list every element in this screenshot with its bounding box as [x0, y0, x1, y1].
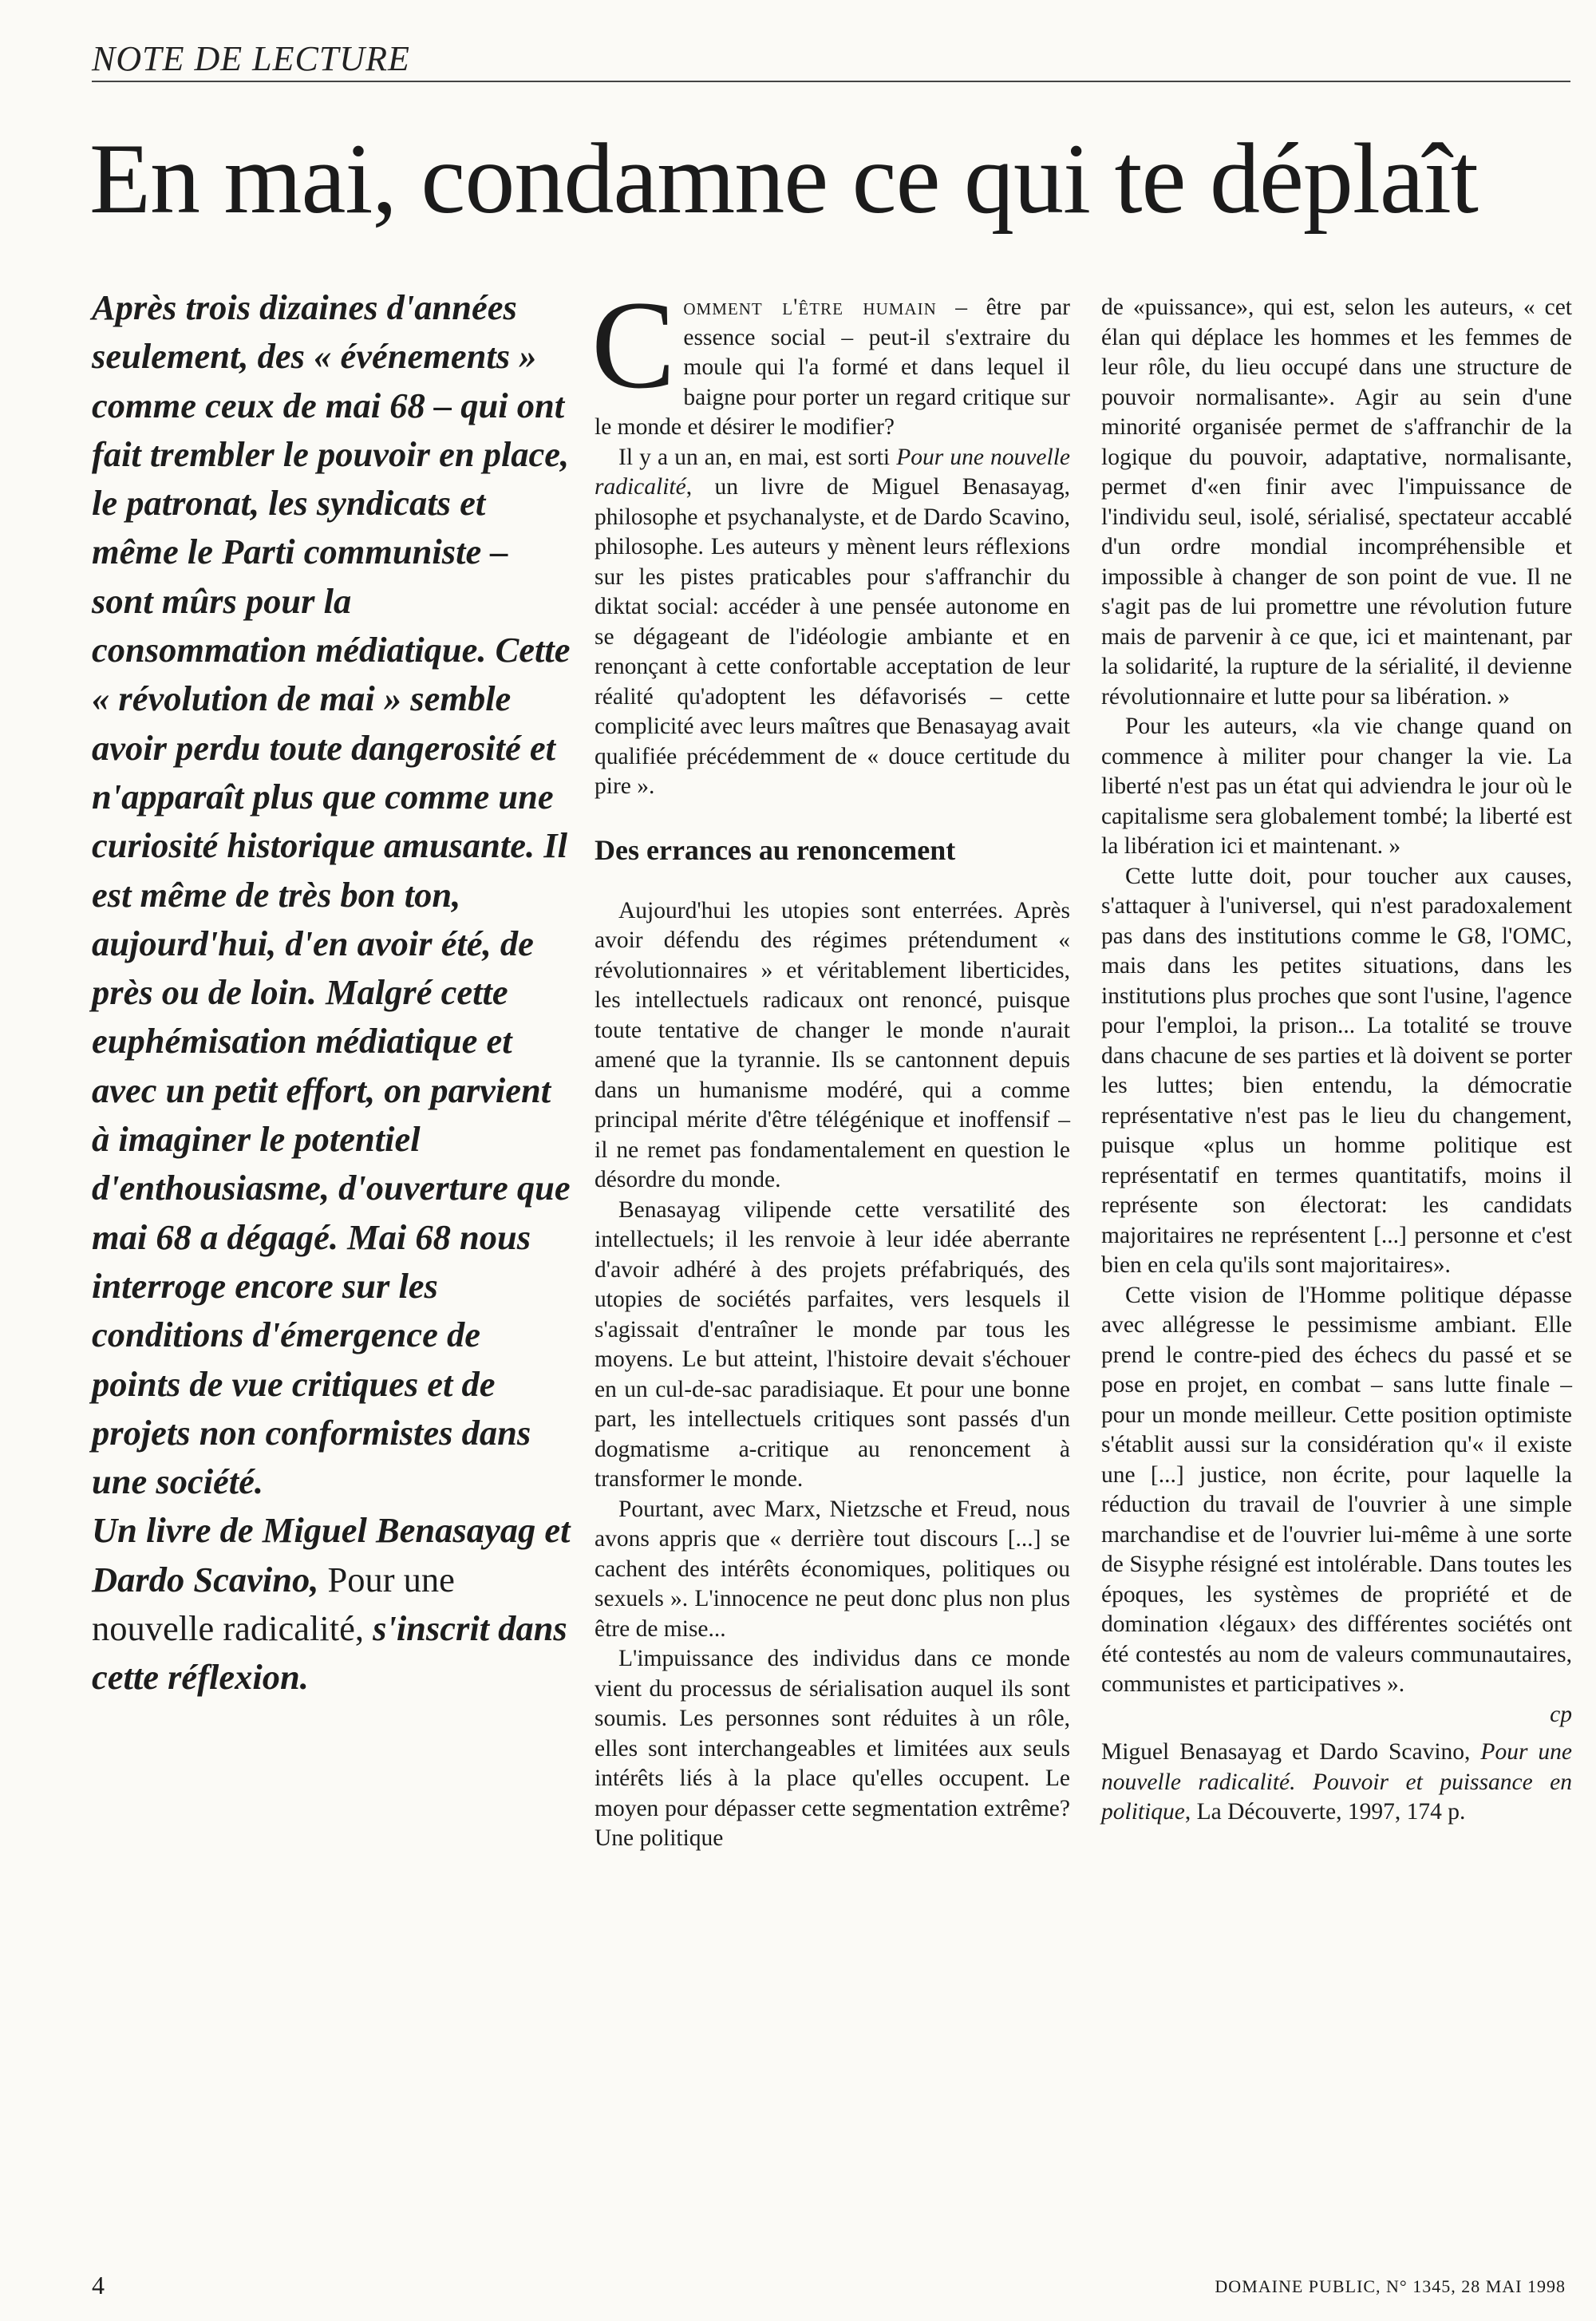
- article-paragraph-8: Pour les auteurs, «la vie change quand on commence à militer pour changer la vie. La liberté n'est pas un état qui adviendra le jour où le capitalisme sera globalement tombé; la liberté est la libération ici et maintenant. »: [1101, 714, 1572, 859]
- article-paragraph-10: Cette vision de l'Homme politique dépasse avec allégresse le pessimisme ambiant. Elle prend le contre-pied des échecs du passé et se pose en projet, en combat – sans lutte finale – pour un monde meilleur. Cette position optimiste s'établit aussi sur la considération qu'« il existe une [...] justice, non écrite, pour laquelle la réduction du travail de l'ouvrier à une simple marchandise et de l'ouvrier lui-même à une sorte de Sisyphe résigné est intolérable. Dans toutes les époques, les systèmes de propriété et de domination ‹légaux› des différentes sociétés ont été contestés au nom de valeurs communautaires, communistes et participatives ».: [1101, 1282, 1572, 1697]
- reference-authors: Miguel Benasayag et Dardo Scavino,: [1101, 1739, 1481, 1765]
- subheading: Des errances au renoncement: [595, 833, 956, 866]
- p2-text-b: , un livre de Miguel Benasayag, philosophe et psychanalyste, et de Dardo Scavino, philosophe. Les auteurs y mènent leurs réflexions sur les pistes praticables pour s'affranchir du diktat social: accéder à une pensée autonome en se dégageant de l'idéologie ambiante et en renonçant à cette confortable acceptation de leur réalité qu'adoptent les défavorisés – cette complicité avec leurs maîtres que Benasayag avait qualifiée précédemment de « douce certitude du pire ».: [595, 474, 1070, 799]
- article-paragraph-9: Cette lutte doit, pour toucher aux causes, s'attaquer à l'universel, qui n'est paradoxalement pas dans des institutions comme le G8, l'OMC, mais dans les petites situations, dans les institutions plus proches que sont l'usine, l'agence pour l'emploi, la prison... La totalité se trouve dans chacune de ses parties et là doivent se porter les luttes; bien entendu, la démocratie représentative n'est pas le lieu du changement, puisque «plus un homme politique est représentatif en termes quantitatifs, moins il représente son électorat: les candidats majoritaires ne représentent [...] personne et c'est bien en cela qu'ils sont majoritaires».: [1101, 863, 1572, 1278]
- header-rule: [92, 81, 1570, 82]
- drop-cap: C: [591, 275, 676, 415]
- reference-text: [1101, 1738, 1572, 1828]
- article-paragraph-3: Aujourd'hui les utopies sont enterrées. Après avoir défendu des régimes prétendument « révolutionnaires » et véritablement liberticides, les intellectuels radicaux ont renoncé, puisque toute tentative de changer le monde n'aurait amené que la tyrannie. Ils se cantonnent depuis dans un humanisme modéré, qui a comme principal mérite d'être télégénique et inoffensif – il ne remet pas fondamentalement en question le désordre du monde.: [595, 897, 1070, 1192]
- lead-text: Après trois dizaines d'années seulement, des « événements » comme ceux de mai 68 – qui ont fait trembler le pouvoir en place, le patronat, les syndicats et même le Parti communiste – sont mûrs pour la consommation médiatique. Cette « révolution de mai » semble avoir perdu toute dangerosité et n'apparaît plus que comme une curiosité historique amusante. Il est même de très bon ton, aujourd'hui, d'en avoir été, de près ou de loin. Malgré cette euphémisation médiatique et avec un petit effort, on parvient à imaginer le potentiel d'enthousiasme, d'ouverture que mai 68 a dégagé. Mai 68 nous interroge encore sur les conditions d'émergence de points de vue critiques et de projets non conformistes dans une société.: [92, 287, 571, 1502]
- author-initials: cp: [1550, 1701, 1572, 1727]
- opening-text: – être par essence social – peut-il s'extraire du moule qui l'a formé et dans lequel il baigne pour porter un regard critique sur le monde et désirer le modifier?: [595, 295, 1071, 440]
- p2-book-title: Pour une nouvelle radicalité: [595, 444, 1070, 500]
- headline: En mai, condamne ce qui te déplaît: [89, 124, 1478, 235]
- opening-smallcaps: omment l'être humain: [683, 295, 937, 320]
- article-paragraph-7: de «puissance», qui est, selon les auteurs, « cet élan qui déplace les hommes et les femmes de leur rôle, du lieu occupé dans une structure de pouvoir normalisante». Agir au sein d'une minorité organisée permet de s'affranchir de la logique du pouvoir, adaptative, normalisante, permet d'«en finir avec l'impuissance de l'individu seul, isolé, sérialisé, spectateur accablé d'un ordre mondial incompréhensible et impossible à changer de son point de vue. Il ne s'agit pas de lui promettre une révolution future mais de parvenir à ce que, ici et maintenant, par la solidarité, la rupture de la sérialité, il devienne révolutionnaire et lutte pour sa libération. »: [1101, 295, 1572, 710]
- lead-paragraph: [92, 283, 571, 1702]
- lead-book-mention: [92, 1506, 571, 1702]
- article-paragraph-6: L'impuissance des individus dans ce monde vient du processus de sérialisation auquel ils sont soumis. Les personnes sont réduites à un rôle, elles sont interchangeables et limitées aux seuls intérêts liés à la place qu'elles occupent. Le moyen pour dépasser cette segmentation extrême? Une politique: [595, 1646, 1070, 1851]
- article-column-right: [1101, 293, 1572, 1828]
- reference-publisher: , La Découverte, 1997, 174 p.: [1184, 1799, 1466, 1825]
- lead-text-2a: Un livre de Miguel Benasayag et Dardo Scavino,: [92, 1510, 571, 1599]
- article-column-middle: [591, 275, 1071, 1854]
- section-label: NOTE DE LECTURE: [92, 39, 410, 78]
- article-paragraph-2: [595, 443, 1070, 802]
- p2-text-a: Il y a un an, en mai, est sorti: [618, 444, 897, 470]
- article-paragraph-4: Benasayag vilipende cette versatilité des intellectuels; il les renvoie à leur idée aberrante d'avoir adhéré à des projets préfabriqués, des utopies de sociétés parfaites, vers lesquels il s'agissait d'entraîner le monde par tous les moyens. Le but atteint, l'histoire devait s'échouer en un cul-de-sac paradisiaque. Et pour une bonne part, les intellectuels critiques sont passés d'un dogmatisme a-critique au renoncement à transformer le monde.: [595, 1196, 1070, 1492]
- book-reference: [1101, 1738, 1572, 1828]
- lead-text-2b: s'inscrit dans cette réflexion.: [92, 1608, 567, 1698]
- publication-info: DOMAINE PUBLIC, N° 1345, 28 MAI 1998: [1215, 2276, 1566, 2296]
- page-number: 4: [92, 2271, 105, 2299]
- article-paragraph-5: Pourtant, avec Marx, Nietzsche et Freud, nous avons appris que « derrière tout discours [...] se cachent des intérêts économiques, politiques ou sexuels ». L'innocence ne peut donc plus non plus être de mise...: [595, 1496, 1070, 1642]
- lead-book-title: Pour une nouvelle radicalité,: [92, 1559, 455, 1649]
- reference-title: Pour une nouvelle radicalité. Pouvoir et puissance en politique: [1101, 1739, 1573, 1825]
- article-paragraph-1: [591, 275, 1071, 443]
